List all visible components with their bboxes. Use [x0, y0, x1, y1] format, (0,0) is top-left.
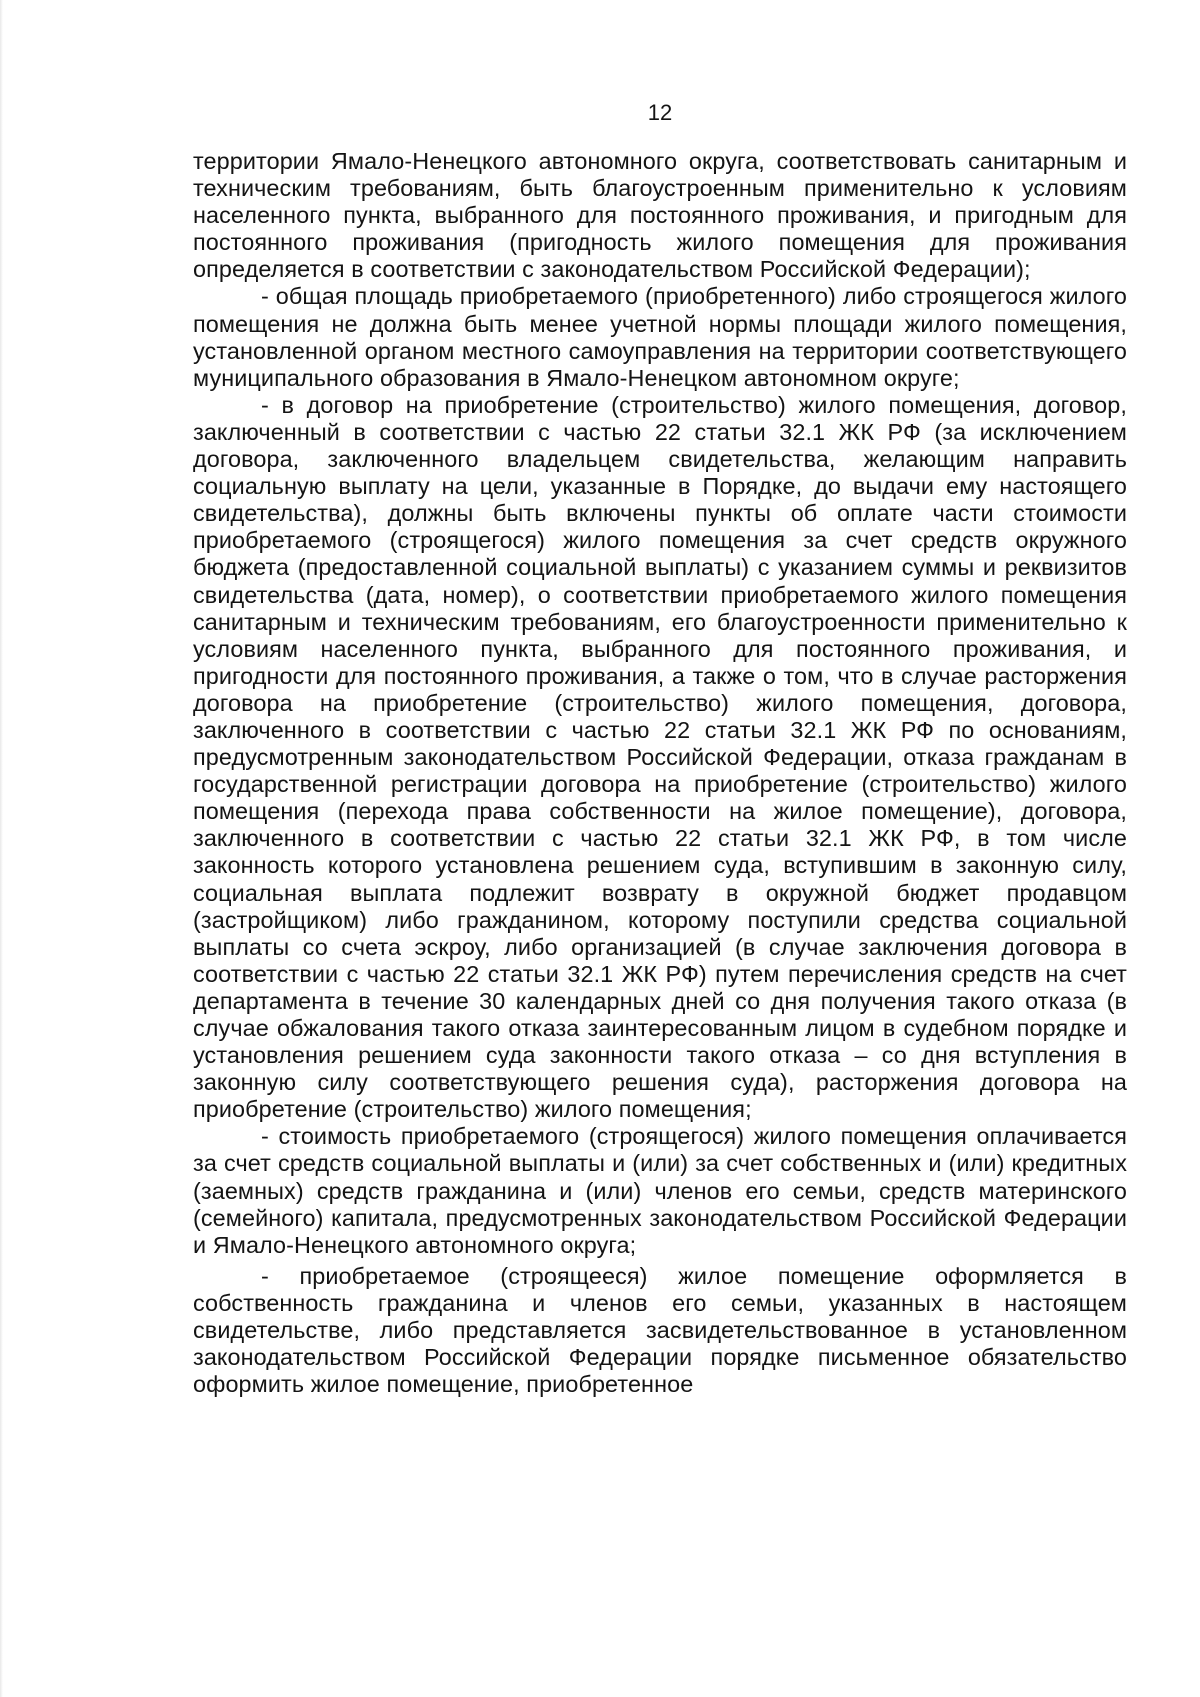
paragraph-continuation: территории Ямало-Ненецкого автономного округа, соответствовать санитарным и техническим требованиям, быть благоустроенным применительно к условиям населенного пункта, выбранного для постоянного проживания, и пригодным для постоянного проживания (пригодность жилого помещения для проживания определяется в соответствии с законодательством Российской Федерации); — [193, 148, 1127, 283]
paragraph-ownership-registration: - приобретаемое (строящееся) жилое помещение оформляется в собственность гражданина и членов его семьи, указанных в настоящем свидетельстве, либо представляется засвидетельствованное в установленном законодательством Российской Федерации порядке письменное обязательство оформить жилое помещение, приобретенное — [193, 1262, 1127, 1398]
paragraph-area-requirement: - общая площадь приобретаемого (приобретенного) либо строящегося жилого помещения не должна быть менее учетной нормы площади жилого помещения, установленной органом местного самоуправления на территории соответствующего муниципального образования в Ямало-Ненецком автономном округе; — [193, 283, 1127, 391]
paragraph-payment-sources: - стоимость приобретаемого (строящегося) жилого помещения оплачивается за счет средств социальной выплаты и (или) за счет собственных и (или) кредитных (заемных) средств гражданина и (или) членов его семьи, средств материнского (семейного) капитала, предусмотренных законодательством Российской Федерации и Ямало-Ненецкого автономного округа; — [193, 1123, 1127, 1258]
scan-edge — [0, 0, 3, 1697]
document-body — [193, 148, 1127, 1398]
paragraph-contract-clauses: - в договор на приобретение (строительство) жилого помещения, договор, заключенный в соответствии с частью 22 статьи 32.1 ЖК РФ (за исключением договора, заключенного владельцем свидетельства, желающим направить социальную выплату на цели, указанные в Порядке, до выдачи ему настоящего свидетельства), должны быть включены пункты об оплате части стоимости приобретаемого (строящегося) жилого помещения за счет средств окружного бюджета (предоставленной социальной выплаты) с указанием суммы и реквизитов свидетельства (дата, номер), о соответствии приобретаемого жилого помещения санитарным и техническим требованиям, его благоустроенности применительно к условиям населенного пункта, выбранного для постоянного проживания, и пригодности для постоянного проживания, а также о том, что в случае расторжения договора на приобретение (строительство) жилого помещения, договора, заключенного в соответствии с частью 22 статьи 32.1 ЖК РФ по основаниям, предусмотренным законодательством Российской Федерации, отказа гражданам в государственной регистрации договора на приобретение (строительство) жилого помещения (перехода права собственности на жилое помещение), договора, заключенного в соответствии с частью 22 статьи 32.1 ЖК РФ, в том числе законность которого установлена решением суда, вступившим в законную силу, социальная выплата подлежит возврату в окружной бюджет продавцом (застройщиком) либо гражданином, которому поступили средства социальной выплаты со счета эскроу, либо организацией (в случае заключения договора в соответствии с частью 22 статьи 32.1 ЖК РФ) путем перечисления средств на счет департамента в течение 30 календарных дней со дня получения такого отказа (в случае обжалования такого отказа заинтересованным лицом в судебном порядке и установления решением суда законности такого отказа – со дня вступления в законную силу соответствующего решения суда), расторжения договора на приобретение (строительство) жилого помещения; — [193, 391, 1127, 1123]
page-number: 12 — [647, 100, 673, 125]
